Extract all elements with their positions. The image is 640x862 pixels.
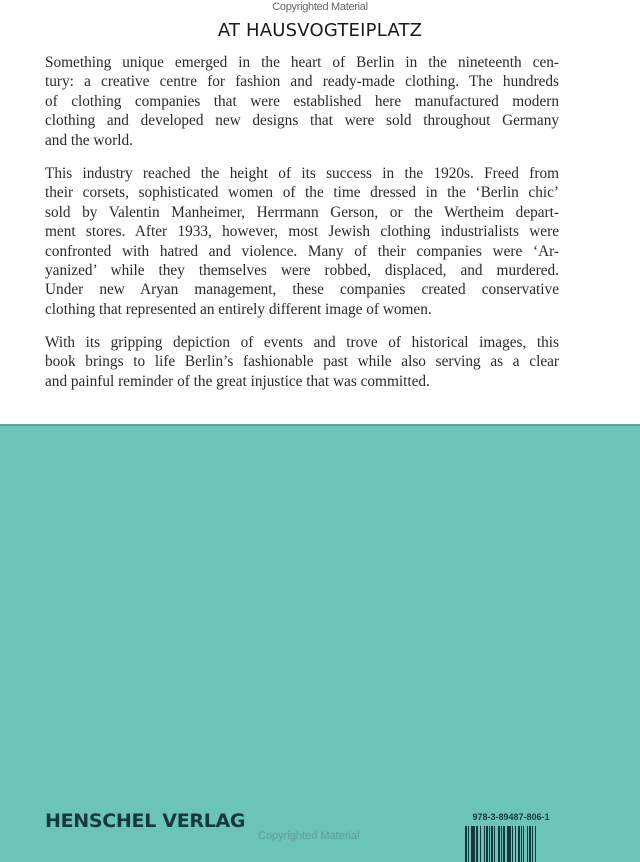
text-line: their corsets, sophisticated women of the time dressed in the ‘Berlin chic’	[45, 184, 559, 202]
text-line: tury: a creative centre for fashion and ready-made clothing. The hundreds	[45, 73, 559, 91]
text-line: With its gripping depiction of events and trove of historical images, this	[45, 334, 559, 351]
blurb-paragraph-2	[45, 164, 559, 319]
publisher-name: HENSCHEL VERLAG	[45, 810, 246, 832]
text-line: and the world.	[45, 131, 133, 149]
book-title: AT HAUSVOGTEIPLATZ	[217, 20, 423, 41]
teal-cover-area	[0, 424, 640, 862]
text-line: yanized’ while they themselves were robbed, displaced, and murdered.	[45, 261, 559, 279]
text-line: sold by Valentin Manheimer, Herrmann Gerson, or the Wertheim depart-	[45, 203, 559, 221]
blurb-paragraph-1	[45, 53, 559, 150]
text-line: Something unique emerged in the heart of Berlin in the nineteenth cen-	[45, 54, 559, 71]
back-cover-text-panel	[0, 0, 640, 424]
copyright-watermark-bottom: Copyrighted Material	[258, 830, 360, 842]
text-line: This industry reached the height of its success in the 1920s. Freed from	[45, 165, 559, 182]
text-line: book brings to life Berlin’s fashionable past while also serving as a clear	[45, 353, 559, 371]
text-line: clothing and developed new designs that were sold throughout Germany	[45, 112, 559, 130]
text-line: Under new Aryan management, these companies created conservative	[45, 281, 559, 299]
blurb-paragraph-3	[45, 333, 559, 391]
copyright-watermark: Copyrighted Material	[272, 1, 368, 13]
barcode	[465, 826, 559, 862]
text-line: of clothing companies that were established here manufactured modern	[45, 92, 559, 110]
text-line: ment stores. After 1933, however, most Jewish clothing industrialists were	[45, 223, 559, 241]
isbn-number: 978-3-89487-806-1	[472, 812, 550, 822]
barcode-bar	[536, 826, 537, 862]
text-line: confronted with hatred and violence. Many of their companies were ‘Ar-	[45, 242, 559, 260]
text-line: and painful reminder of the great injustice that was committed.	[45, 372, 430, 390]
text-line: clothing that represented an entirely different image of women.	[45, 300, 432, 318]
